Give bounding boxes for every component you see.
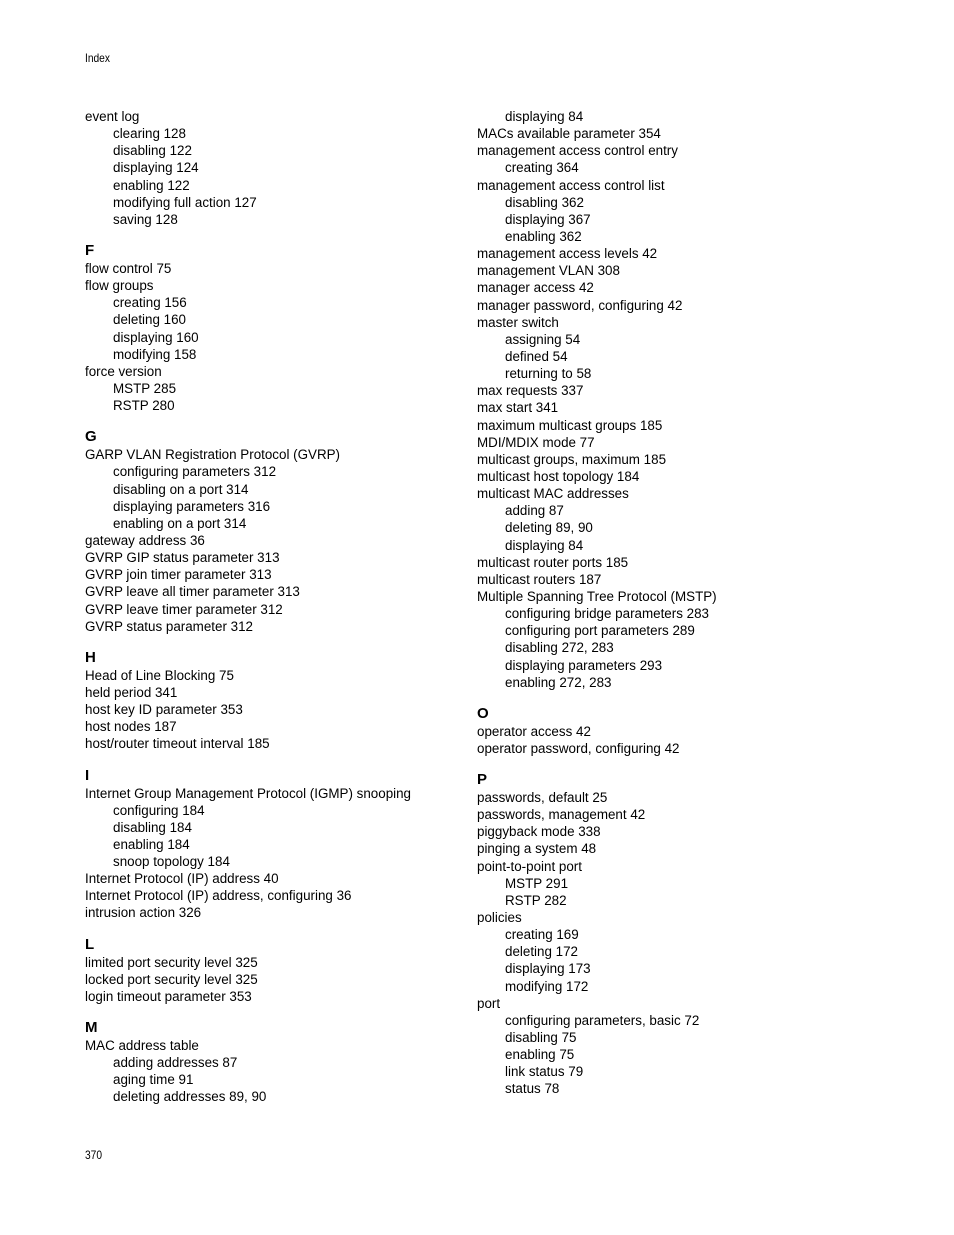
index-entry: max start 341 (477, 400, 559, 416)
index-entry: GVRP leave timer parameter 312 (85, 601, 283, 617)
index-entry: Internet Protocol (IP) address 40 (85, 871, 279, 887)
index-entry: locked port security level 325 (85, 971, 258, 987)
index-subentry: displaying parameters 316 (113, 498, 271, 514)
index-subentry: deleting 89, 90 (505, 520, 593, 536)
index-subentry: link status 79 (505, 1064, 584, 1080)
index-entry: MACs available parameter 354 (477, 126, 661, 142)
index-entry: Head of Line Blocking 75 (85, 667, 234, 683)
index-entry: point-to-point port (477, 858, 582, 874)
index-entry: master switch (477, 314, 559, 330)
index-subentry: displaying 84 (505, 109, 584, 124)
index-entry: max requests 337 (477, 383, 584, 399)
index-entry: operator access 42 (477, 723, 591, 739)
index-entry: GVRP leave all timer parameter 313 (85, 584, 300, 600)
index-section-letter: H (85, 648, 96, 666)
index-subentry: status 78 (505, 1081, 560, 1097)
index-subentry: modifying 172 (505, 978, 589, 994)
index-subentry: configuring 184 (113, 802, 205, 818)
index-subentry: adding 87 (505, 503, 564, 519)
index-section-letter: L (85, 935, 95, 953)
index-subentry: modifying 158 (113, 346, 197, 362)
index-subentry: enabling 272, 283 (505, 674, 612, 690)
index-subentry: deleting addresses 89, 90 (113, 1089, 267, 1105)
index-entry: management access control entry (477, 143, 678, 159)
index-subentry: modifying full action 127 (113, 194, 257, 210)
index-entry: force version (85, 363, 162, 379)
index-section-letter: I (85, 766, 90, 784)
index-entry: management access levels 42 (477, 246, 658, 262)
index-entry: operator password, configuring 42 (477, 740, 680, 756)
index-entry: GARP VLAN Registration Protocol (GVRP) (85, 447, 341, 463)
index-subentry: displaying 84 (505, 537, 584, 553)
index-entry: maximum multicast groups 185 (477, 417, 663, 433)
index-subentry: displaying 367 (505, 211, 591, 227)
index-subentry: enabling on a port 314 (113, 515, 247, 531)
index-subentry: configuring parameters, basic 72 (505, 1012, 700, 1028)
index-entry: limited port security level 325 (85, 954, 258, 970)
index-subentry: deleting 172 (505, 944, 578, 960)
index-entry: host/router timeout interval 185 (85, 736, 270, 752)
index-subentry: enabling 362 (505, 228, 582, 244)
index-entry: flow groups (85, 278, 154, 294)
index-entry: GVRP GIP status parameter 313 (85, 550, 280, 566)
index-entry: passwords, management 42 (477, 807, 646, 823)
index-subentry: enabling 122 (113, 177, 190, 193)
index-entry: flow control 75 (85, 260, 172, 276)
index-entry: policies (477, 910, 522, 926)
index-entry: manager password, configuring 42 (477, 297, 683, 313)
index-entry: host nodes 187 (85, 719, 177, 735)
index-entry: login timeout parameter 353 (85, 988, 252, 1004)
index-entry: event log (85, 109, 140, 124)
index-entry: manager access 42 (477, 280, 594, 296)
index-entry: Multiple Spanning Tree Protocol (MSTP) (477, 588, 717, 604)
index-subentry: MSTP 285 (113, 380, 177, 396)
index-subentry: displaying 160 (113, 329, 199, 345)
index-subentry: snoop topology 184 (113, 854, 230, 870)
index-subentry: defined 54 (505, 348, 568, 364)
index-section-letter: F (85, 241, 95, 259)
index-subentry: disabling 184 (113, 819, 192, 835)
index-subentry: creating 169 (505, 927, 579, 943)
index-entry: multicast routers 187 (477, 571, 602, 587)
index-entry: Internet Group Management Protocol (IGMP) snooping (85, 785, 412, 801)
index-entry: GVRP status parameter 312 (85, 618, 253, 634)
index-subentry: displaying 124 (113, 160, 199, 176)
index-subentry: adding addresses 87 (113, 1055, 238, 1071)
index-subentry: configuring bridge parameters 283 (505, 606, 709, 622)
index-section-letter: G (85, 428, 97, 446)
index-entry: host key ID parameter 353 (85, 702, 243, 718)
index-entry: multicast groups, maximum 185 (477, 451, 667, 467)
index-subentry: assigning 54 (505, 331, 581, 347)
index-subentry: disabling on a port 314 (113, 481, 249, 497)
index-subentry: enabling 184 (113, 836, 190, 852)
index-subentry: MSTP 291 (505, 875, 569, 891)
index-subentry: enabling 75 (505, 1047, 575, 1063)
index-entry: Internet Protocol (IP) address, configuring 36 (85, 888, 352, 904)
index-subentry: displaying 173 (505, 961, 591, 977)
index-section-letter: O (477, 704, 489, 722)
running-header: Index (85, 51, 110, 65)
index-section-letter: P (477, 771, 488, 789)
index-subentry: configuring port parameters 289 (505, 623, 695, 639)
index-entry: multicast host topology 184 (477, 468, 640, 484)
index-subentry: returning to 58 (505, 366, 592, 382)
index-entry: multicast MAC addresses (477, 486, 629, 502)
index-entry: held period 341 (85, 684, 178, 700)
index-entry: passwords, default 25 (477, 790, 608, 806)
index-subentry: disabling 75 (505, 1030, 577, 1046)
index-section-letter: M (85, 1019, 98, 1037)
index-subentry: disabling 272, 283 (505, 640, 614, 656)
index-entry: multicast router ports 185 (477, 554, 629, 570)
index-subentry: clearing 128 (113, 126, 186, 142)
index-subentry: creating 364 (505, 160, 579, 176)
index-subentry: displaying parameters 293 (505, 657, 663, 673)
page-number: 370 (85, 1148, 103, 1162)
index-column-right (477, 108, 877, 1098)
index-subentry: RSTP 282 (505, 892, 567, 908)
index-entry: GVRP join timer parameter 313 (85, 567, 272, 583)
index-entry: intrusion action 326 (85, 905, 202, 921)
index-column-left (85, 108, 485, 1106)
index-entry: gateway address 36 (85, 532, 205, 548)
index-subentry: saving 128 (113, 211, 178, 227)
index-subentry: deleting 160 (113, 312, 186, 328)
index-entry: MAC address table (85, 1038, 199, 1054)
index-entry: MDI/MDIX mode 77 (477, 434, 595, 450)
index-entry: pinging a system 48 (477, 841, 597, 857)
index-entry: port (477, 995, 501, 1011)
index-subentry: creating 156 (113, 295, 187, 311)
index-subentry: configuring parameters 312 (113, 464, 277, 480)
index-subentry: RSTP 280 (113, 398, 175, 414)
index-subentry: disabling 122 (113, 143, 192, 159)
index-subentry: disabling 362 (505, 194, 584, 210)
index-subentry: aging time 91 (113, 1072, 194, 1088)
index-entry: piggyback mode 338 (477, 824, 601, 840)
index-entry: management VLAN 308 (477, 263, 620, 279)
index-entry: management access control list (477, 177, 665, 193)
